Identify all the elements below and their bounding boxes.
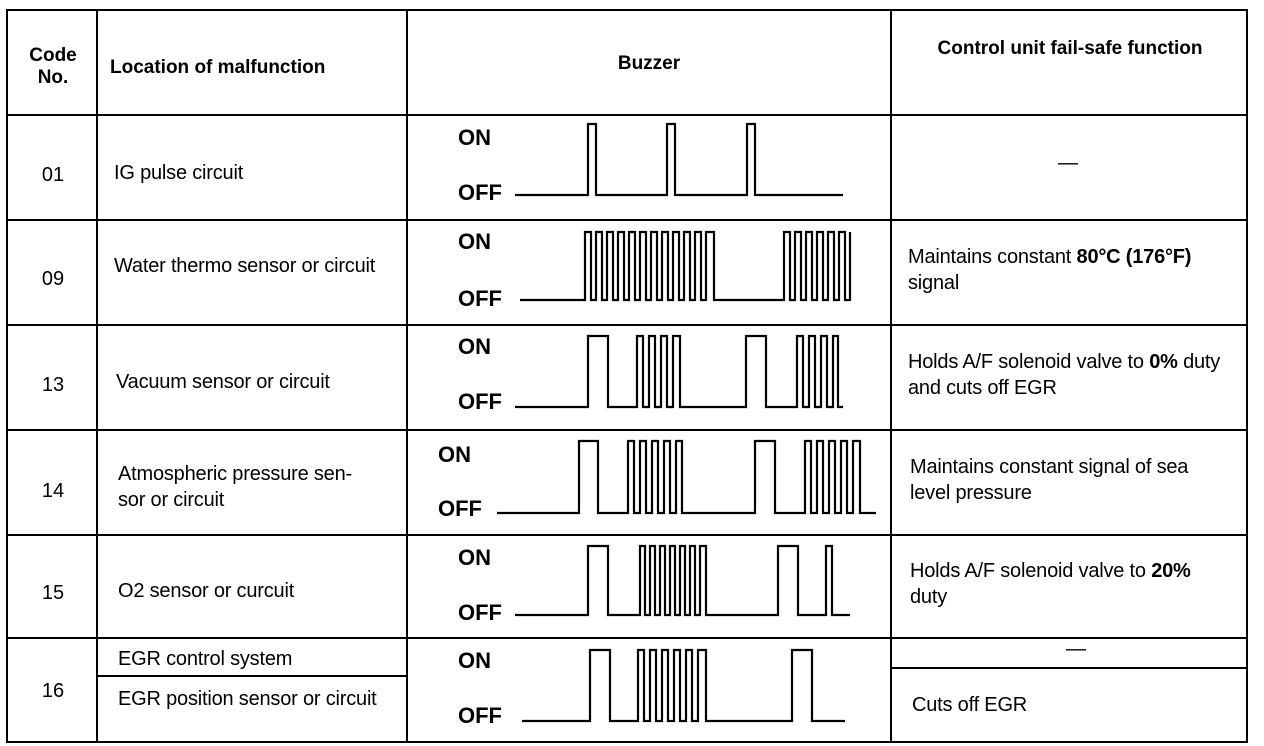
failsafe-13 (908, 349, 1228, 401)
waveform-15 (515, 546, 850, 615)
failsafe-13-text: Holds A/F solenoid valve to (908, 351, 1150, 373)
code-15: 15 (41, 582, 65, 604)
on-label: ON (458, 229, 491, 254)
location-14: Atmospheric pressure sen-sor or circuit (118, 463, 352, 511)
failsafe-09-suffix: signal (908, 272, 960, 294)
location-01: IG pulse circuit (114, 162, 244, 184)
failsafe-09 (908, 244, 1228, 296)
location-15: O2 sensor or curcuit (118, 580, 295, 602)
code-01: 01 (41, 164, 65, 186)
failsafe-15-suffix: duty (910, 586, 948, 608)
off-label: OFF (458, 286, 502, 311)
failsafe-09-value: 80°C (176°F) (1076, 246, 1192, 268)
header-buzzer: Buzzer (617, 53, 681, 74)
failsafe-13-suffix: duty and cuts off EGR (908, 351, 1221, 399)
location-13: Vacuum sensor or circuit (116, 371, 330, 393)
on-label: ON (458, 648, 491, 673)
location-09: Water thermo sensor or circuit (114, 255, 376, 277)
location-16b: EGR position sensor or circuit (118, 688, 377, 710)
failsafe-16a: — (1066, 638, 1086, 660)
header-location: Location of malfunction (110, 57, 326, 78)
off-label: OFF (458, 703, 502, 728)
failsafe-16b: Cuts off EGR (912, 694, 1028, 716)
code-14: 14 (41, 480, 65, 502)
waveform-14 (497, 441, 876, 513)
waveform-09 (520, 232, 850, 300)
header-failsafe: Control unit fail-safe function (937, 38, 1203, 59)
on-label: ON (438, 442, 471, 467)
code-13: 13 (41, 374, 65, 396)
failsafe-14: Maintains constant signal of sea level pressure (910, 456, 1189, 504)
location-16a: EGR control system (118, 648, 293, 670)
code-09: 09 (41, 268, 65, 290)
waveform-16 (522, 650, 845, 721)
waveform-13 (515, 336, 843, 407)
failsafe-09-text: Maintains constant (908, 246, 1077, 268)
failsafe-13-value: 0% (1149, 351, 1178, 373)
header-code-no: Code No. (29, 45, 77, 88)
waveform-01 (515, 124, 843, 195)
code-16: 16 (41, 680, 65, 702)
off-label: OFF (458, 600, 502, 625)
on-label: ON (458, 545, 491, 570)
on-label: ON (458, 334, 491, 359)
failsafe-15-value: 20% (1151, 560, 1191, 582)
on-label: ON (458, 125, 491, 150)
off-label: OFF (458, 389, 502, 414)
failsafe-15-text: Holds A/F solenoid valve to (910, 560, 1152, 582)
off-label: OFF (438, 496, 482, 521)
failsafe-15 (910, 558, 1230, 610)
off-label: OFF (458, 180, 502, 205)
failsafe-01: — (1058, 152, 1078, 174)
